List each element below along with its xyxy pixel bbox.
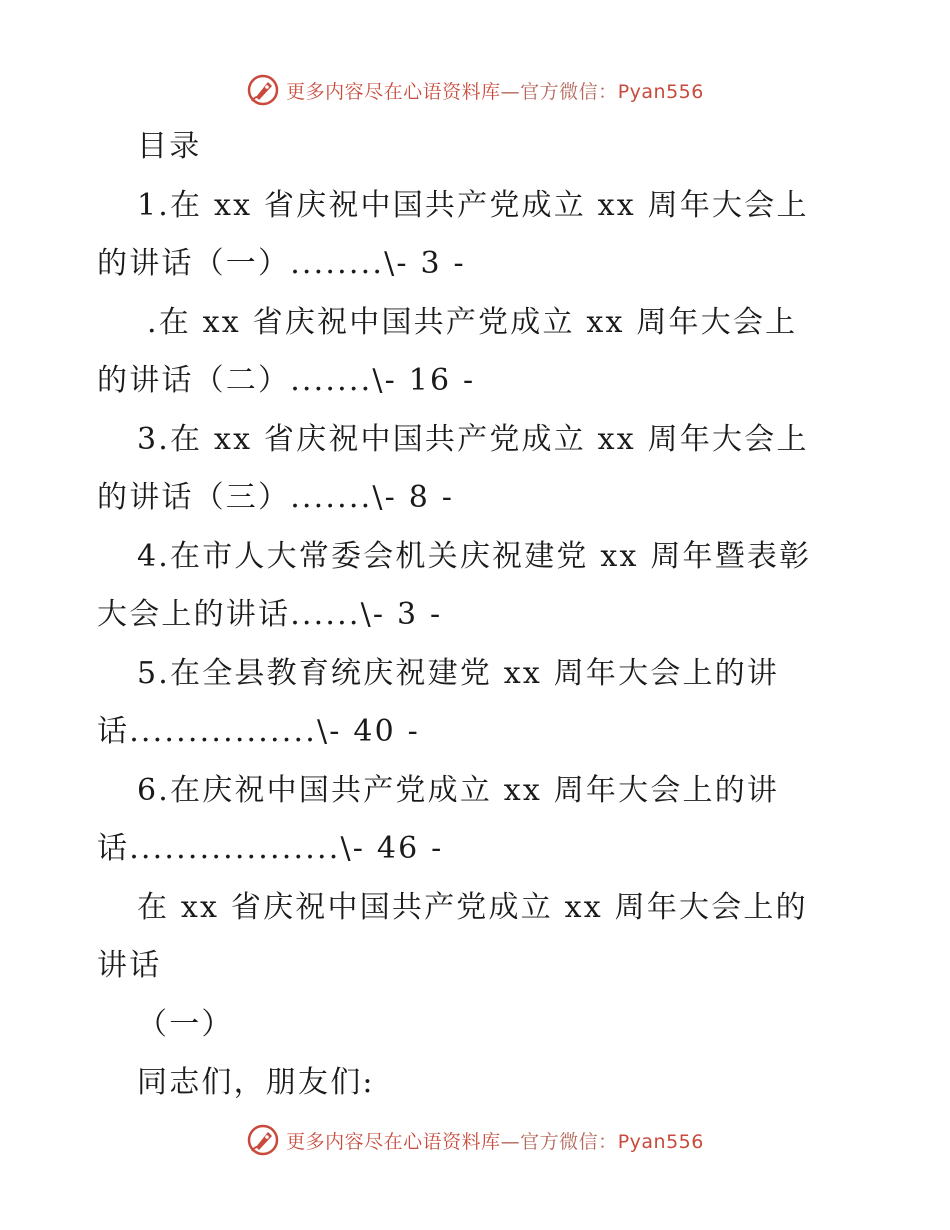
document-body — [97, 118, 857, 1113]
footer-banner-text: 更多内容尽在心语资料库—官方微信：Pyan556 — [286, 1130, 704, 1153]
pen-nib-circle-icon — [246, 73, 280, 107]
toc-entry-6-line-2: 话..................\- 46 - — [97, 831, 444, 866]
toc-entry-1-line-1: 1.在 xx 省庆祝中国共产党成立 xx 周年大会上 — [137, 187, 809, 223]
section-heading-line-1: 在 xx 省庆祝中国共产党成立 xx 周年大会上的 — [137, 889, 808, 925]
toc-entry-4-line-2: 大会上的讲话......\- 3 - — [97, 597, 443, 632]
header-banner-text: 更多内容尽在心语资料库—官方微信：Pyan556 — [286, 80, 704, 103]
footer-banner — [0, 1120, 950, 1160]
toc-entry-3-line-2: 的讲话（三）.......\- 8 - — [97, 480, 455, 515]
toc-entry-5-line-2: 话................\- 40 - — [97, 714, 421, 749]
toc-entry-1-line-2: 的讲话（一）........\- 3 - — [97, 246, 466, 281]
toc-entry-6-line-1: 6.在庆祝中国共产党成立 xx 周年大会上的讲 — [137, 772, 780, 808]
toc-entry-4-line-1: 4.在市人大常委会机关庆祝建党 xx 周年暨表彰 — [137, 538, 812, 574]
toc-title: 目录 — [137, 129, 202, 164]
toc-entry-3-line-1: 3.在 xx 省庆祝中国共产党成立 xx 周年大会上 — [137, 421, 809, 457]
salutation: 同志们，朋友们: — [137, 1065, 375, 1100]
toc-entry-2-line-2: 的讲话（二）.......\- 16 - — [97, 363, 476, 398]
header-banner — [0, 70, 950, 110]
toc-entry-5-line-1: 5.在全县教育统庆祝建党 xx 周年大会上的讲 — [137, 655, 780, 691]
section-heading-line-2: 讲话 — [97, 948, 162, 983]
toc-entry-2-line-1: .在 xx 省庆祝中国共产党成立 xx 周年大会上 — [147, 304, 798, 340]
section-subheading: （一） — [137, 1006, 234, 1042]
pen-nib-circle-icon — [246, 1123, 280, 1157]
